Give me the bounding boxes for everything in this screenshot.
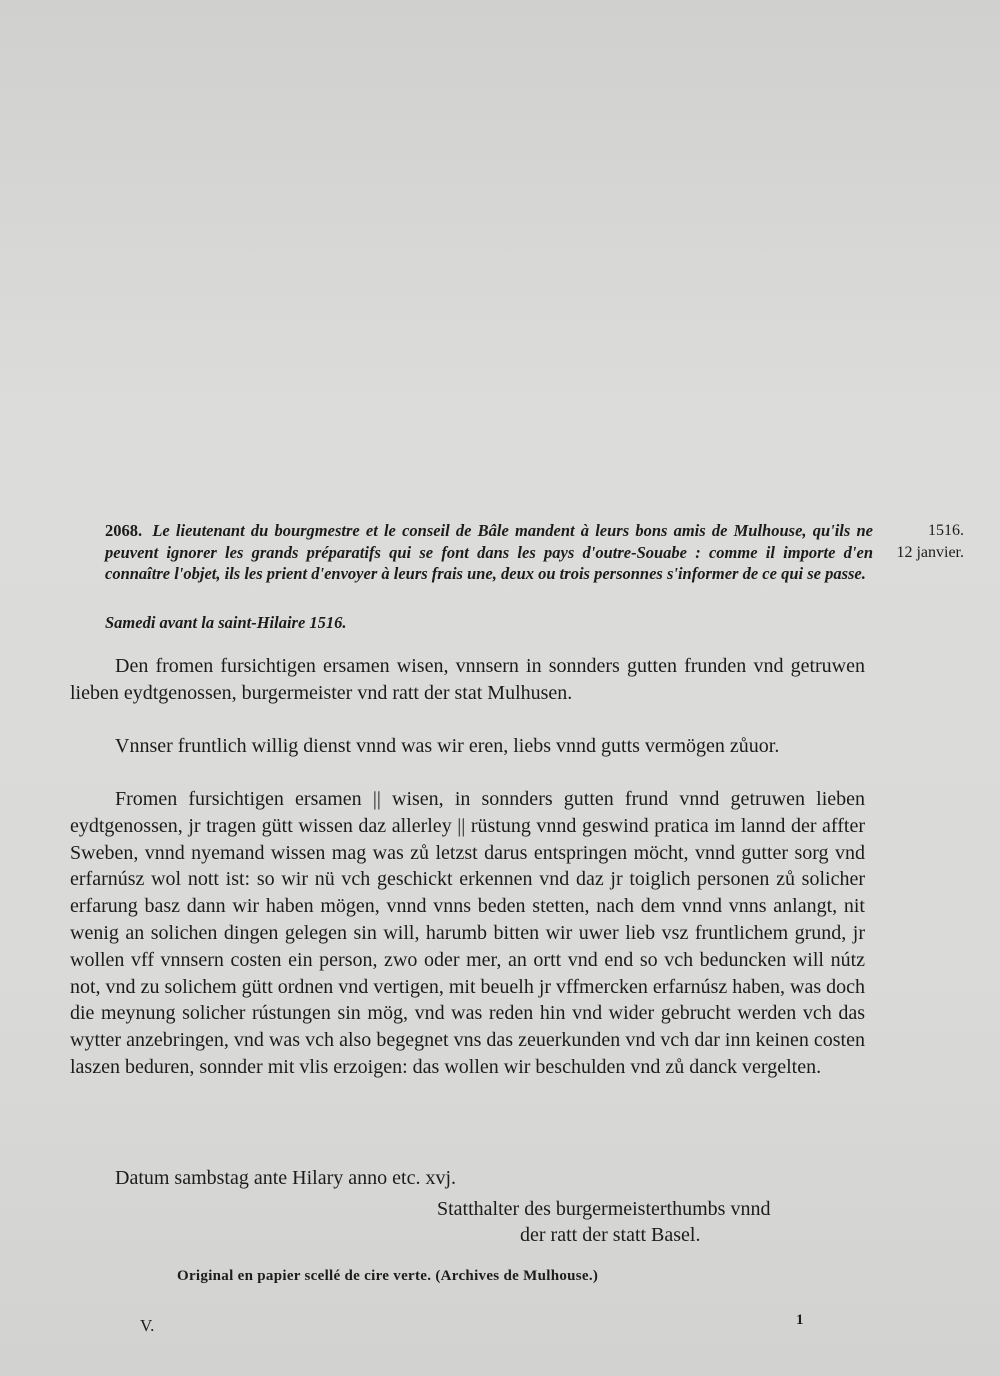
signature-line-1: Statthalter des burgermeisterthumbs vnnd: [437, 1198, 771, 1220]
letter-datum: Datum sambstag ante Hilary anno etc. xvj.: [115, 1167, 457, 1189]
body-paragraph: Fromen fursichtigen ersamen || wisen, in sonnders gutten frund vnnd getruwen lieben eydtgenossen, jr tragen gütt wissen daz allerley || rüstung vnnd geswind pratica im lannd der affter Sweben, vnnd nyemand wissen mag was zů letzst darus entspringen möcht, vnnd gutter sorg vnd erfarnúsz wol nott ist: so wir nü vch geschickt erkennen vnd daz jr toiglich personen zů solicher erfarung basz dann wir haben mögen, vnnd vnns beden stetten, nach dem vnnd vnns anlangt, nit wenig an solichen dingen gelegen sin will, harumb bitten wir uwer lieb vsz fruntlichem grund, jr wollen vff vnnsern costen ein person, zwo oder mer, an ortt vnd end so vch beduncken will nútz not, vnd zu solichem gütt ordnen vnd vertigen, mit beuelh jr vffmercken erfarnúsz haben, was doch die meynung solicher rústungen sin mög, vnd was reden hin vnd wider gebrucht werden vch das wytter anzebringen, vnd was vch also begegnet vns das zeuerkunden vnd vch dar inn keinen costen laszen beduren, sonnder mit vlis erzoigen: das wollen wir beschulden vnd zů danck vergelten.: [70, 788, 865, 1078]
source-note: Original en papier scellé de cire verte. (Archives de Mulhouse.): [177, 1268, 599, 1284]
greeting-paragraph: Vnnser fruntlich willig dienst vnnd was wir eren, liebs vnnd gutts vermögen zůuor.: [115, 735, 780, 757]
entry-number: 2068.: [105, 521, 143, 540]
margin-day: 12 janvier.: [896, 543, 964, 561]
margin-date: [874, 520, 964, 563]
signature-mark: V.: [140, 1316, 155, 1335]
address-paragraph: Den fromen fursichtigen ersamen wisen, vnnsern in sonnders gutten frunden vnd getruwen lieben eydtgenossen, burgermeister vnd ratt der stat Mulhusen.: [70, 655, 865, 704]
letter-address: [70, 653, 865, 707]
margin-year: 1516.: [928, 522, 964, 539]
letter-greeting: [70, 733, 865, 760]
entry-summary: [105, 520, 873, 585]
signature-line-2: der ratt der statt Basel.: [520, 1224, 701, 1246]
page-mark: 1: [796, 1312, 804, 1328]
letter-body: [70, 786, 865, 1081]
entry-date: Samedi avant la saint-Hilaire 1516.: [105, 613, 347, 632]
entry-summary-text: Le lieutenant du bourgmestre et le conseil de Bâle mandent à leurs bons amis de Mulhouse, qu'ils ne peuvent ignorer les grands préparatifs qui se font dans les pays d'outre-Souabe : comme il importe d'en connaître l'objet, ils les prient d'envoyer à leurs frais une, deux ou trois personnes s'informer de ce qui se passe.: [105, 521, 873, 583]
